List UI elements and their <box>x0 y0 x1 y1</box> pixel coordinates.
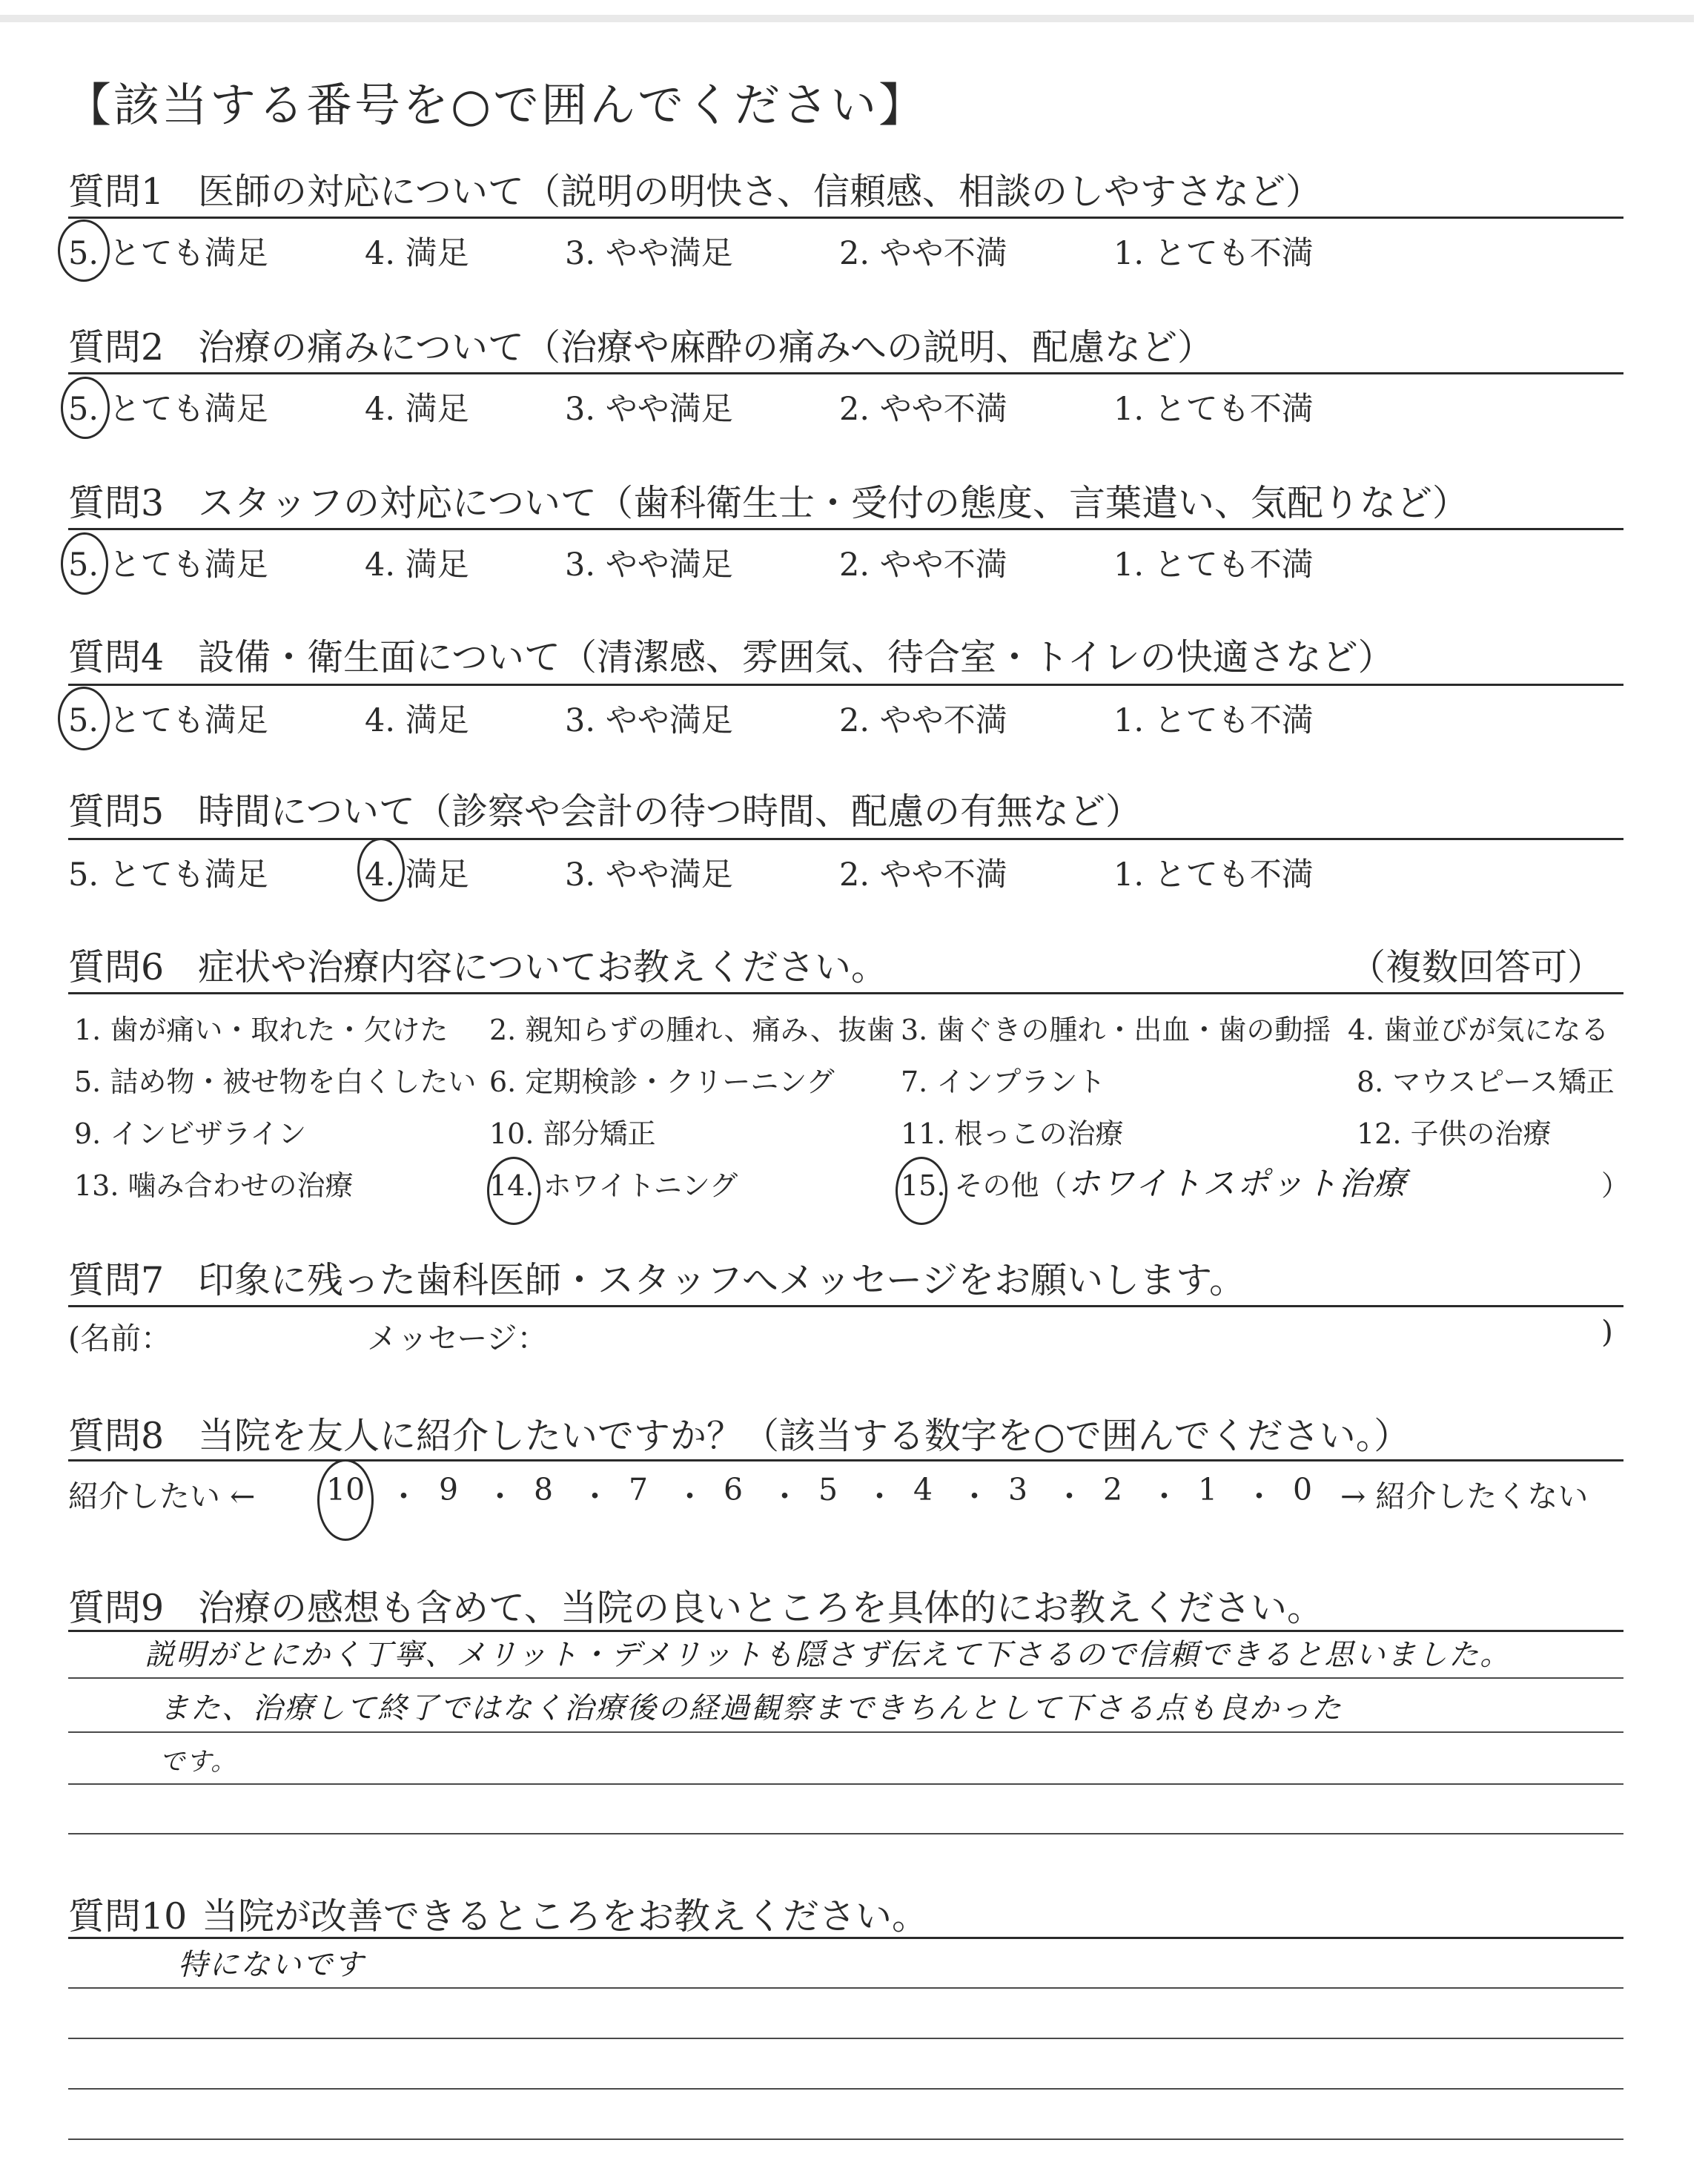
q6-other-handwritten: ホワイトスポット治療 <box>1068 1165 1408 1203</box>
q5-selection-circle <box>357 838 405 902</box>
question-2-text: 治療の痛みについて（治療や麻酔の痛みへの説明、配慮など） <box>198 326 1214 369</box>
q4-selection-circle <box>58 687 110 750</box>
question-1-number: 質問1 <box>68 171 165 213</box>
q8-dot: ・ <box>1244 1479 1274 1514</box>
q4-option-2[interactable]: 2. やや不満 <box>839 702 1007 739</box>
q1-selection-circle <box>58 219 110 282</box>
q8-scale-6[interactable]: 6 <box>724 1472 744 1507</box>
question-2-rule <box>68 372 1623 374</box>
q8-dot: ・ <box>580 1479 610 1514</box>
q6-item-9[interactable]: 9. インビザライン <box>74 1117 307 1150</box>
q9-handwritten-line-3: です。 <box>159 1747 238 1777</box>
q3-selection-circle <box>61 532 108 595</box>
q9-answer-line <box>68 1783 1623 1785</box>
q6-selection-circle-15 <box>896 1157 947 1225</box>
q8-right-label: → 紹介したくない <box>1340 1479 1589 1514</box>
question-7-number: 質問7 <box>68 1259 165 1301</box>
q10-handwritten-answer: 特にないです <box>178 1948 365 1982</box>
q3-option-5[interactable]: 5. とても満足 <box>68 546 268 584</box>
question-3-text: スタッフの対応について（歯科衛生士・受付の態度、言葉遣い、気配りなど） <box>198 482 1469 524</box>
q3-option-1[interactable]: 1. とても不満 <box>1113 546 1314 584</box>
question-4-number: 質問4 <box>68 636 165 678</box>
question-3-rule <box>68 528 1623 530</box>
q4-option-3[interactable]: 3. やや満足 <box>565 702 733 739</box>
q8-scale-5[interactable]: 5 <box>818 1472 838 1507</box>
q6-selection-circle-14 <box>487 1157 540 1225</box>
q8-scale-9[interactable]: 9 <box>439 1472 459 1507</box>
question-4-options <box>68 696 1625 740</box>
q6-item-5[interactable]: 5. 詰め物・被せ物を白くしたい <box>74 1066 477 1098</box>
q1-option-3[interactable]: 3. やや満足 <box>565 235 733 272</box>
q8-scale-3[interactable]: 3 <box>1008 1472 1028 1507</box>
q4-option-1[interactable]: 1. とても不満 <box>1113 702 1314 739</box>
q3-option-2[interactable]: 2. やや不満 <box>839 546 1007 584</box>
question-4-rule <box>68 684 1623 686</box>
scan-top-edge <box>0 15 1694 22</box>
question-2-number: 質問2 <box>68 326 165 369</box>
question-6 <box>68 939 887 991</box>
question-3-number: 質問3 <box>68 482 165 524</box>
q6-item-11[interactable]: 11. 根っこの治療 <box>901 1117 1124 1150</box>
q8-scale-8[interactable]: 8 <box>534 1472 554 1507</box>
q3-option-4[interactable]: 4. 満足 <box>365 546 469 584</box>
question-8-number: 質問8 <box>68 1415 165 1457</box>
question-8 <box>68 1407 1410 1459</box>
q8-scale-0[interactable]: 0 <box>1293 1472 1313 1507</box>
q7-message-field[interactable] <box>549 1320 1586 1357</box>
q2-option-5[interactable]: 5. とても満足 <box>68 391 268 428</box>
q2-selection-circle <box>61 377 110 439</box>
q10-answer-line <box>68 2138 1623 2140</box>
q8-selection-circle <box>317 1459 374 1541</box>
question-4-text: 設備・衛生面について（清潔感、雰囲気、待合室・トイレの快適さなど） <box>198 636 1394 678</box>
q6-item-3[interactable]: 3. 歯ぐきの腫れ・出血・歯の動揺 <box>901 1014 1331 1046</box>
question-7-rule <box>68 1305 1623 1307</box>
question-7-text: 印象に残った歯科医師・スタッフへメッセージをお願いします。 <box>198 1259 1246 1301</box>
question-10-text: 当院が改善できるところをお教えください。 <box>202 1895 929 1938</box>
q10-answer-line <box>68 2038 1623 2039</box>
question-2 <box>68 319 1214 371</box>
q2-option-1[interactable]: 1. とても不満 <box>1113 391 1314 428</box>
q8-scale <box>68 1472 1625 1516</box>
q9-handwritten-line-1: 説明がとにかく丁寧、メリット・デメリットも隠さず伝えて下さるので信頼できると思いました。 <box>145 1638 1512 1672</box>
q8-dot: ・ <box>1149 1479 1179 1514</box>
question-5-rule <box>68 838 1623 840</box>
q9-answer-line <box>68 1731 1623 1733</box>
question-6-text: 症状や治療内容についてお教えください。 <box>198 946 888 988</box>
q8-dot: ・ <box>1054 1479 1085 1514</box>
q7-name-label: (名前： <box>68 1321 171 1356</box>
question-10-number: 質問10 <box>68 1895 188 1938</box>
q6-item-15-close: ） <box>1601 1169 1630 1202</box>
question-3-options <box>68 540 1625 584</box>
form-instruction-title: 【該当する番号を○で囲んでください】 <box>65 78 927 132</box>
q6-item-15[interactable]: 15. その他（ <box>901 1169 1068 1202</box>
q8-scale-7[interactable]: 7 <box>629 1472 649 1507</box>
q8-dot: ・ <box>485 1479 515 1514</box>
question-6-number: 質問6 <box>68 946 165 988</box>
q8-dot: ・ <box>388 1479 419 1514</box>
question-1-text: 医師の対応について（説明の明快さ、信頼感、相談のしやすさなど） <box>198 171 1323 213</box>
q6-item-1[interactable]: 1. 歯が痛い・取れた・欠けた <box>74 1014 448 1046</box>
q8-dot: ・ <box>675 1479 705 1514</box>
q1-option-4[interactable]: 4. 満足 <box>365 235 469 272</box>
q5-option-2[interactable]: 2. やや不満 <box>839 856 1007 894</box>
q6-item-13[interactable]: 13. 噛み合わせの治療 <box>74 1169 354 1202</box>
q6-item-2[interactable]: 2. 親知らずの腫れ、痛み、抜歯 <box>489 1014 895 1046</box>
question-8-rule <box>68 1459 1623 1462</box>
q6-item-12[interactable]: 12. 子供の治療 <box>1357 1117 1552 1150</box>
question-5-text: 時間について（診察や会計の待つ時間、配慮の有無など） <box>198 790 1142 833</box>
q8-scale-2[interactable]: 2 <box>1103 1472 1123 1507</box>
question-1-options <box>68 228 1625 273</box>
q4-option-4[interactable]: 4. 満足 <box>365 702 469 739</box>
q7-close-paren: ) <box>1601 1314 1613 1350</box>
question-9-text: 治療の感想も含めて、当院の良いところを具体的にお教えください。 <box>198 1587 1324 1629</box>
q6-item-4[interactable]: 4. 歯並びが気になる <box>1348 1014 1609 1046</box>
q9-answer-line <box>68 1677 1623 1679</box>
q5-option-1[interactable]: 1. とても不満 <box>1113 856 1314 894</box>
q9-handwritten-line-2: また、治療して終了ではなく治療後の経過観察まできちんとして下さる点も良かった <box>159 1691 1343 1725</box>
q1-option-5[interactable]: 5. とても満足 <box>68 235 268 272</box>
q5-option-4[interactable]: 4. 満足 <box>365 856 469 894</box>
question-1 <box>68 163 1322 215</box>
question-3 <box>68 475 1469 526</box>
q8-dot: ・ <box>864 1479 895 1514</box>
q6-item-8[interactable]: 8. マウスピース矯正 <box>1357 1066 1615 1098</box>
q8-left-label: 紹介したい ← <box>68 1479 256 1514</box>
question-5-number: 質問5 <box>68 790 165 833</box>
q2-option-4[interactable]: 4. 満足 <box>365 391 469 428</box>
question-8-text: 当院を友人に紹介したいですか？（該当する数字を○で囲んでください。） <box>198 1415 1411 1457</box>
question-6-note: （複数回答可） <box>1349 946 1604 988</box>
question-5 <box>68 783 1142 835</box>
q8-dot: ・ <box>769 1479 800 1514</box>
question-4 <box>68 629 1394 681</box>
q6-item-14[interactable]: 14. ホワイトニング <box>489 1169 738 1202</box>
q6-item-6[interactable]: 6. 定期検診・クリーニング <box>489 1066 835 1098</box>
q7-message-label: メッセージ： <box>367 1321 548 1356</box>
q8-dot: ・ <box>959 1479 990 1514</box>
q8-scale-4[interactable]: 4 <box>913 1472 933 1507</box>
q4-option-5[interactable]: 5. とても満足 <box>68 702 268 739</box>
q8-scale-1[interactable]: 1 <box>1198 1472 1218 1507</box>
question-10 <box>68 1888 928 1940</box>
question-2-options <box>68 384 1625 429</box>
q1-option-2[interactable]: 2. やや不満 <box>839 235 1007 272</box>
q10-answer-line <box>68 1987 1623 1989</box>
q9-answer-line <box>68 1833 1623 1834</box>
q6-item-10[interactable]: 10. 部分矯正 <box>489 1117 656 1150</box>
question-6-rule <box>68 992 1623 994</box>
question-7 <box>68 1252 1245 1304</box>
q5-option-5[interactable]: 5. とても満足 <box>68 856 268 894</box>
q2-option-3[interactable]: 3. やや満足 <box>565 391 733 428</box>
question-9-number: 質問9 <box>68 1587 165 1629</box>
q5-option-3[interactable]: 3. やや満足 <box>565 856 733 894</box>
question-9 <box>68 1579 1323 1631</box>
question-10-rule <box>68 1937 1623 1939</box>
q6-item-7[interactable]: 7. インプラント <box>901 1066 1106 1098</box>
q2-option-2[interactable]: 2. やや不満 <box>839 391 1007 428</box>
q1-option-1[interactable]: 1. とても不満 <box>1113 235 1314 272</box>
q8-scale-10[interactable]: 10 <box>326 1472 365 1507</box>
q3-option-3[interactable]: 3. やや満足 <box>565 546 733 584</box>
question-1-rule <box>68 217 1623 219</box>
q10-answer-line <box>68 2088 1623 2090</box>
question-5-options <box>68 850 1625 894</box>
